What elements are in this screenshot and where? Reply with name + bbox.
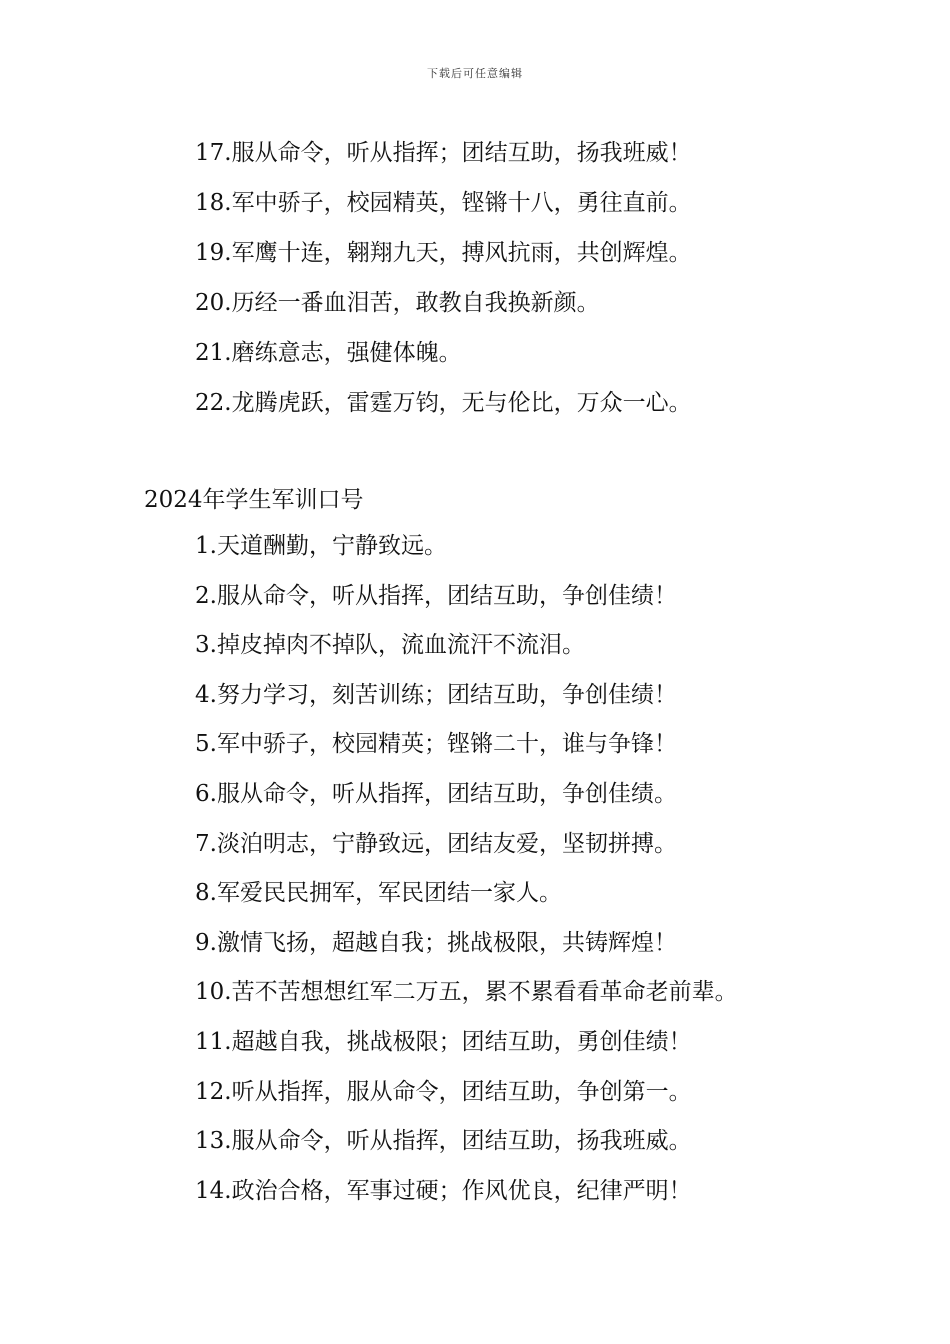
list-item: 2.服从命令，听从指挥，团结互助，争创佳绩！ bbox=[195, 582, 677, 609]
slogan-list-bottom bbox=[0, 522, 950, 1216]
list-item: 17.服从命令，听从指挥；团结互助，扬我班威！ bbox=[195, 140, 692, 166]
list-item: 22.龙腾虎跃，雷霆万钧，无与伦比，万众一心。 bbox=[195, 390, 692, 416]
header-note: 下载后可任意编辑 bbox=[427, 67, 523, 80]
list-item: 11.超越自我，挑战极限；团结互助，勇创佳绩！ bbox=[195, 1028, 692, 1055]
list-item: 13.服从命令，听从指挥，团结互助，扬我班威。 bbox=[195, 1128, 692, 1155]
list-item: 5.军中骄子，校园精英；铿锵二十，谁与争锋！ bbox=[195, 731, 677, 758]
list-item: 18.军中骄子，校园精英，铿锵十八，勇往直前。 bbox=[195, 190, 692, 216]
list-item: 21.磨练意志，强健体魄。 bbox=[195, 340, 462, 366]
section-title: 2024年学生军训口号 bbox=[144, 487, 364, 513]
list-item: 14.政治合格，军事过硬；作风优良，纪律严明！ bbox=[195, 1177, 692, 1204]
list-item: 10.苦不苦想想红军二万五，累不累看看革命老前辈。 bbox=[195, 979, 738, 1006]
list-item: 6.服从命令，听从指挥，团结互助，争创佳绩。 bbox=[195, 780, 677, 807]
list-item: 1.天道酬勤，宁静致远。 bbox=[195, 533, 447, 559]
list-item: 3.掉皮掉肉不掉队，流血流汗不流泪。 bbox=[195, 632, 585, 659]
list-item: 4.努力学习，刻苦训练；团结互助，争创佳绩！ bbox=[195, 681, 677, 708]
slogan-list-top bbox=[0, 128, 950, 428]
list-item: 12.听从指挥，服从命令，团结互助，争创第一。 bbox=[195, 1078, 692, 1105]
list-item: 7.淡泊明志，宁静致远，团结友爱，坚韧拼搏。 bbox=[195, 830, 677, 857]
list-item: 8.军爱民民拥军，军民团结一家人。 bbox=[195, 880, 562, 907]
list-item: 9.激情飞扬，超越自我；挑战极限，共铸辉煌！ bbox=[195, 929, 677, 956]
list-item: 20.历经一番血泪苦，敢教自我换新颜。 bbox=[195, 290, 600, 316]
list-item: 19.军鹰十连，翱翔九天，搏风抗雨，共创辉煌。 bbox=[195, 240, 692, 266]
